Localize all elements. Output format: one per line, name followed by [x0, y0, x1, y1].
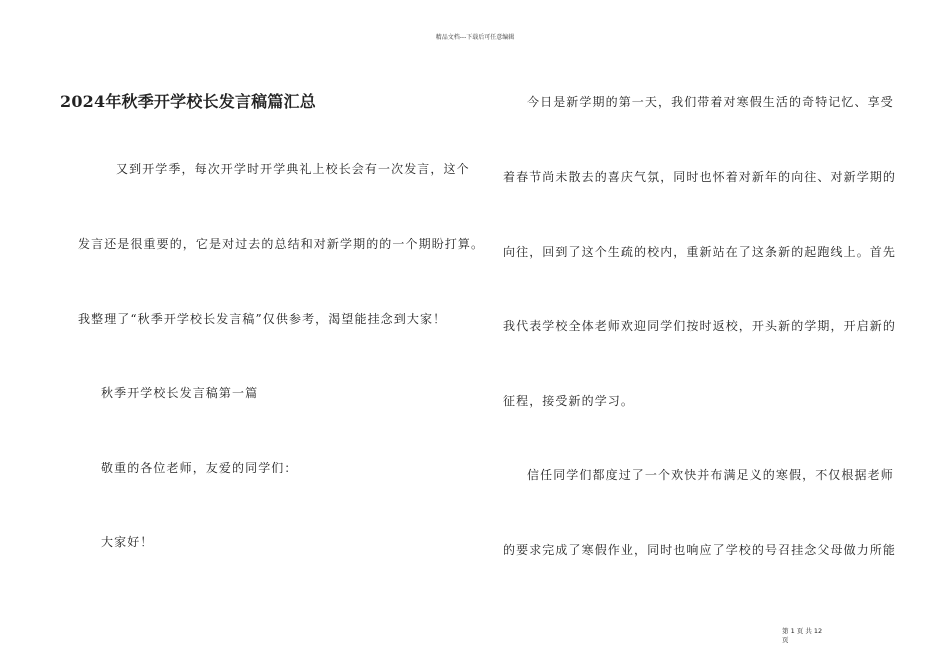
paragraph-line: 的要求完成了寒假作业，同时也响应了学校的号召挂念父母做力所能 — [503, 543, 897, 557]
paragraph-line: 向往，回到了这个生疏的校内，重新站在了这条新的起跑线上。首先 — [503, 245, 897, 259]
paragraph-line: 征程，接受新的学习。 — [503, 394, 635, 408]
page-number-footer: 第 1 页 共 12 页 — [782, 627, 823, 644]
paragraph-line: 我代表学校全体老师欢迎同学们按时返校，开头新的学期，开启新的 — [503, 319, 897, 333]
section-heading: 秋季开学校长发言稿第一篇 — [101, 386, 259, 400]
paragraph-line: 发言还是很重要的，它是对过去的总结和对新学期的的一个期盼打算。 — [78, 237, 485, 251]
salutation-line: 敬重的各位老师，友爱的同学们： — [101, 461, 298, 475]
paragraph-line: 又到开学季，每次开学时开学典礼上校长会有一次发言，这个 — [116, 162, 470, 176]
document-title: 2024年秋季开学校长发言稿篇汇总 — [60, 92, 316, 111]
paragraph-line: 今日是新学期的第一天，我们带着对寒假生活的奇特记忆、享受 — [527, 95, 894, 109]
paragraph-line: 信任同学们都度过了一个欢快并布满足义的寒假，不仅根据老师 — [527, 468, 894, 482]
greeting-line: 大家好！ — [101, 535, 154, 549]
paragraph-line: 我整理了“秋季开学校长发言稿”仅供参考，渴望能挂念到大家！ — [78, 312, 447, 326]
page-header-note: 精品文档---下载后可任意编辑 — [435, 34, 515, 41]
paragraph-line: 着春节尚未散去的喜庆气氛，同时也怀着对新年的向往、对新学期的 — [503, 170, 897, 184]
